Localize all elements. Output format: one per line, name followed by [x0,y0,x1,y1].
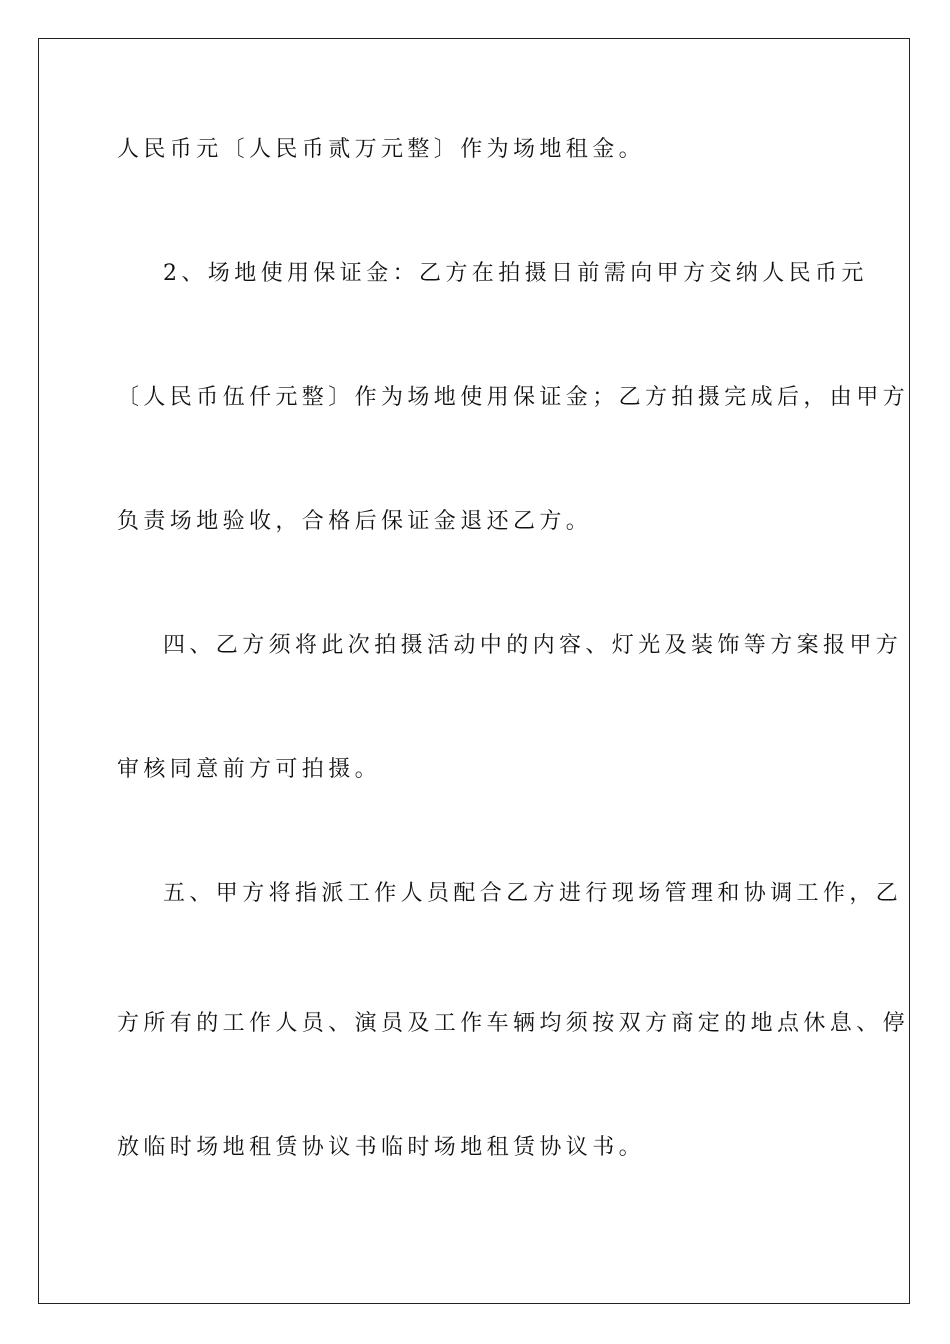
page-frame [38,38,910,1304]
text-line-clause-four: 四、乙方须将此次拍摄活动中的内容、灯光及装饰等方案报甲方 [163,633,903,658]
text-line-deposit-amount: 〔人民币伍仟元整〕作为场地使用保证金；乙方拍摄完成后，由甲方 [117,385,910,410]
text-line-clause-five-cont: 方所有的工作人员、演员及工作车辆均须按双方商定的地点休息、停 [117,1011,910,1036]
text-line-clause-four-cont: 审核同意前方可拍摄。 [117,757,382,782]
text-line-deposit-clause: 2、场地使用保证金：乙方在拍摄日前需向甲方交纳人民币元 [163,261,868,286]
text-line-clause-five: 五、甲方将指派工作人员配合乙方进行现场管理和协调工作，乙 [163,881,903,906]
text-line-clause-five-end: 放临时场地租赁协议书临时场地租赁协议书。 [117,1135,646,1160]
text-line-rent-amount: 人民币元〔人民币贰万元整〕作为场地租金。 [117,137,646,162]
text-line-deposit-refund: 负责场地验收，合格后保证金退还乙方。 [117,509,593,534]
